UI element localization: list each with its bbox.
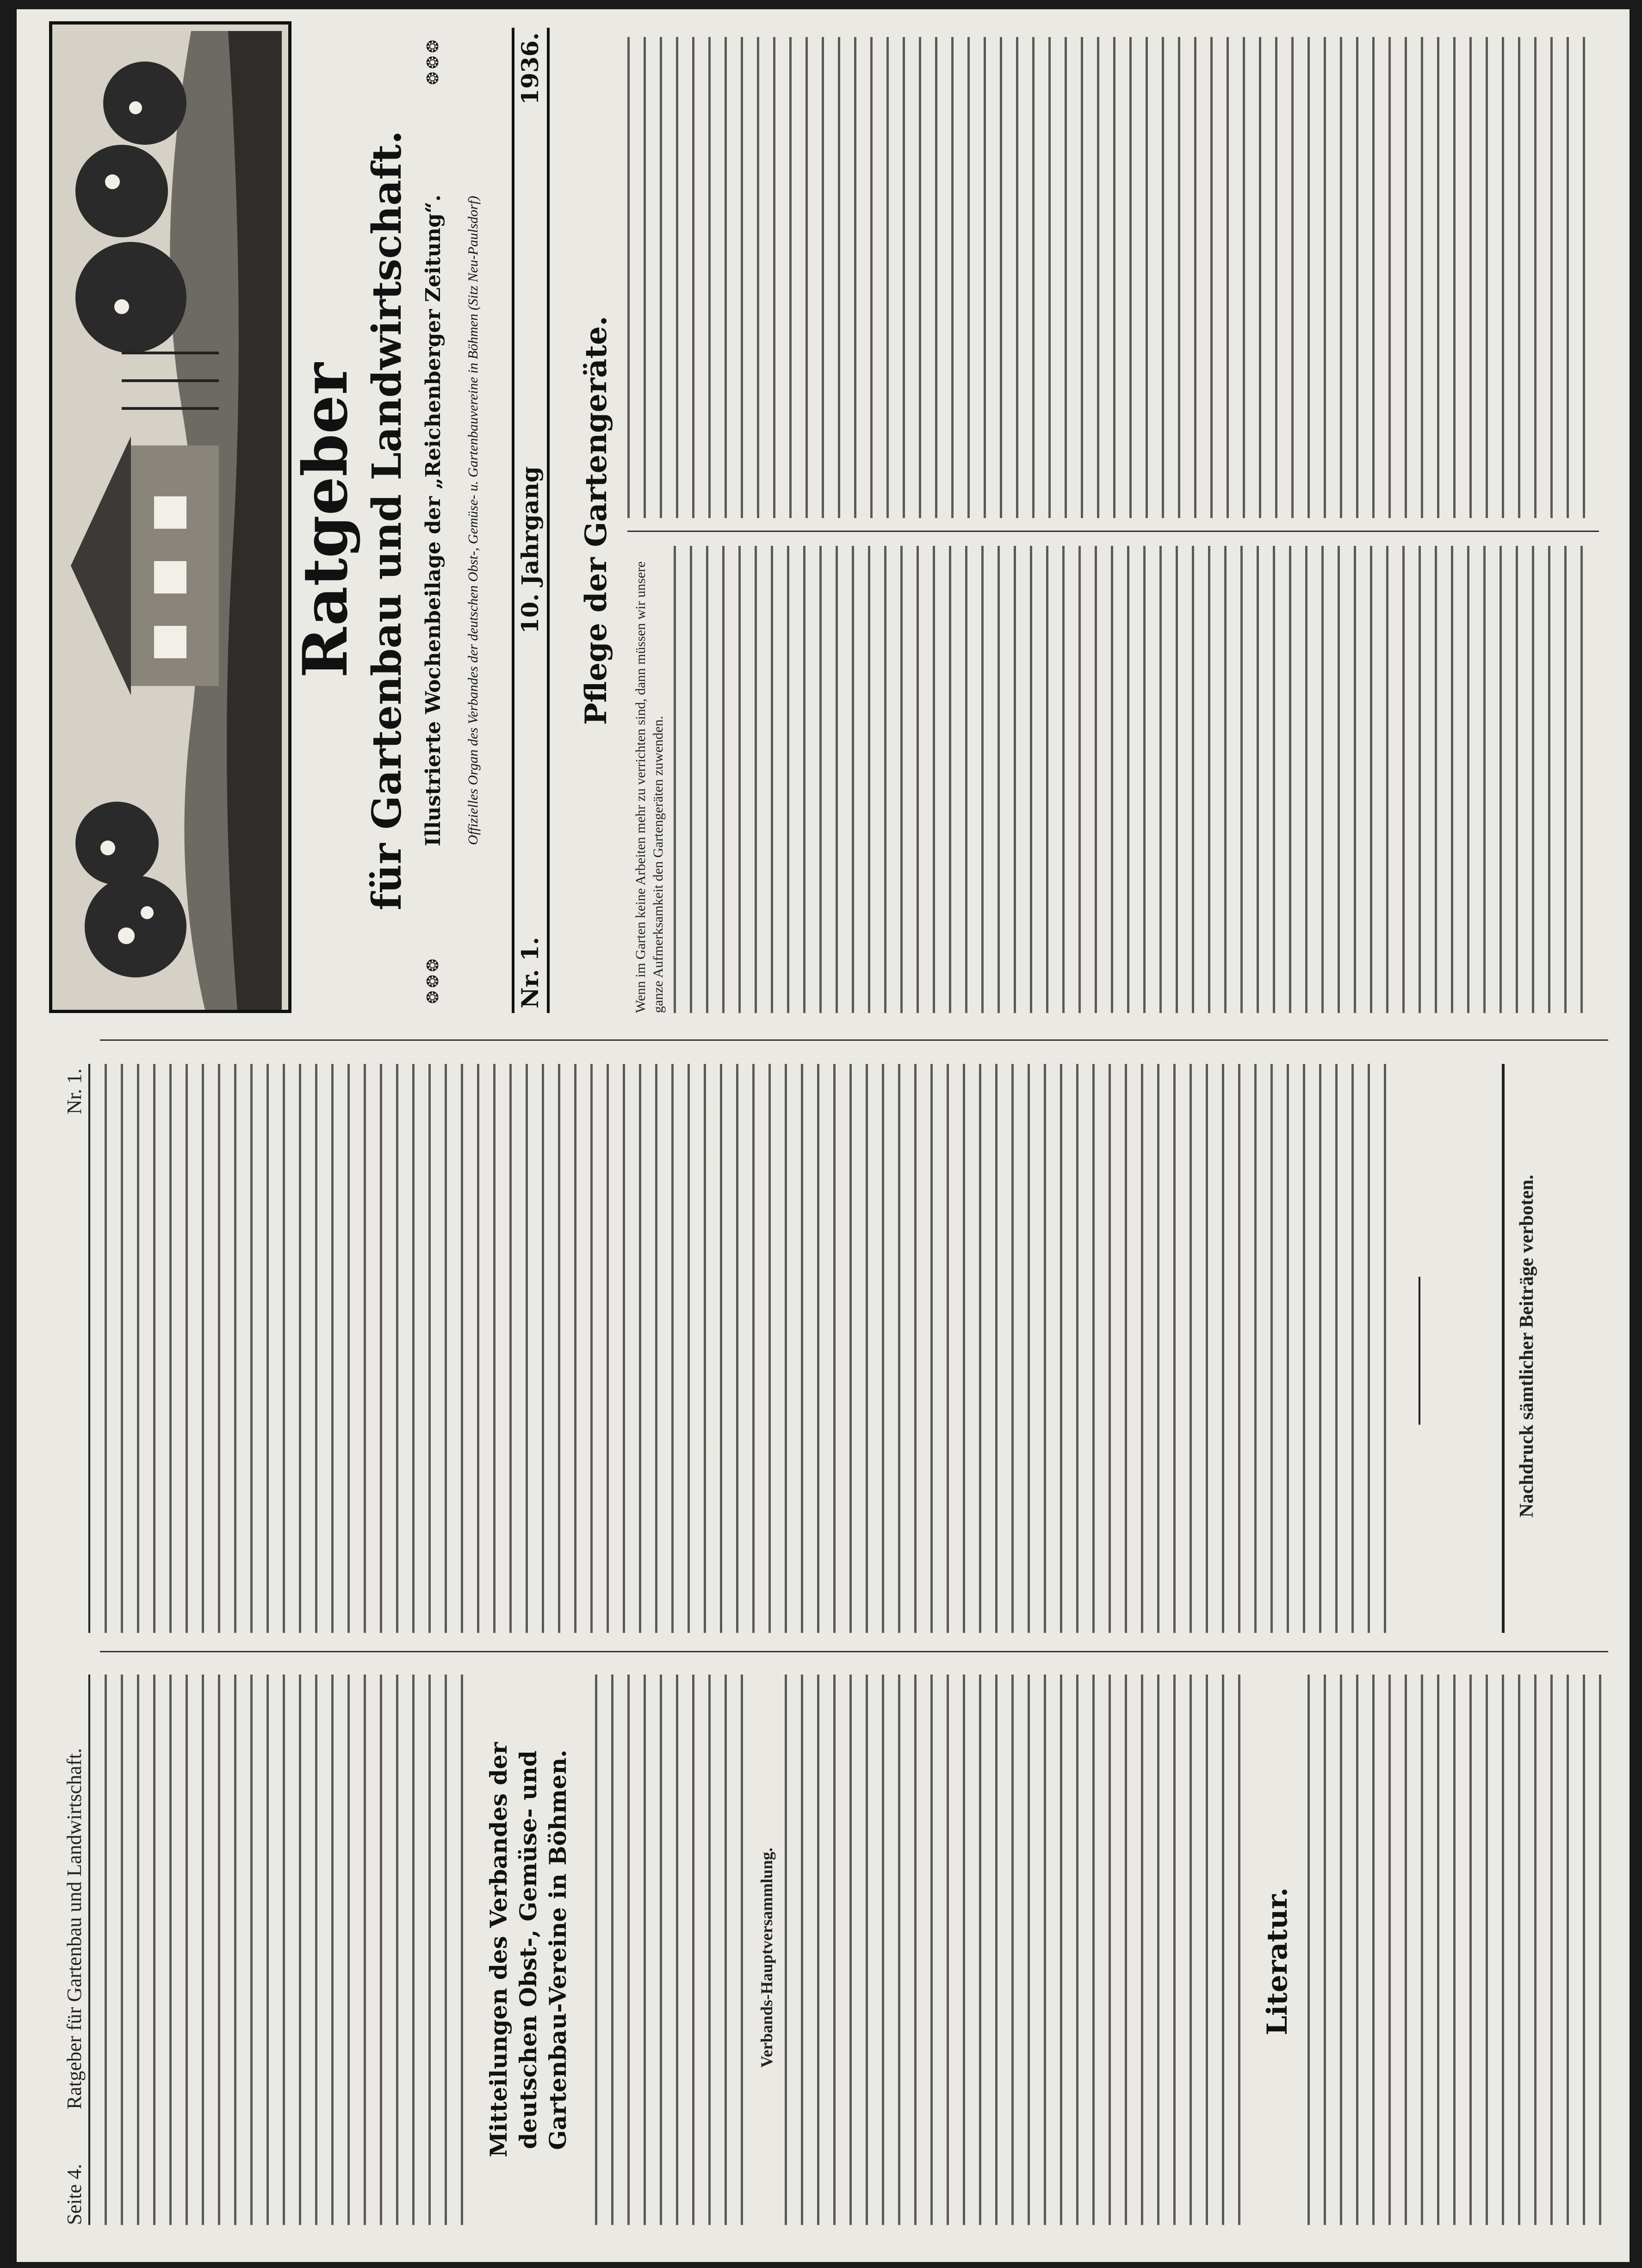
rotated-page-content — [17, 9, 1630, 2262]
text-block — [105, 1675, 470, 2225]
column-middle — [17, 1050, 1630, 1642]
running-head-title: Ratgeber für Gartenbau und Landwirtschaft. — [63, 1748, 86, 2109]
column-rule — [100, 1039, 1608, 1041]
footer-rule — [1502, 1064, 1505, 1633]
masthead — [49, 28, 553, 1013]
reprint-notice: Nachdruck sämtlicher Beiträge verboten. — [1516, 1174, 1537, 1518]
ornament-rosette-icon: ❂❂❂ — [424, 956, 442, 1004]
column-right — [17, 19, 1630, 1022]
masthead-tagline: Illustrierte Wochenbeilage der „Reichenberger Zeitung“. — [421, 194, 445, 847]
article-opening: Wenn im Garten keine Arbeiten mehr zu verrichten sind, dann müssen wir unsere ganze Aufmerksamkeit den Gartengeräten zuwenden. — [633, 561, 666, 1013]
text-block — [105, 1064, 1391, 1633]
issue-number-head: Nr. 1. — [63, 1069, 86, 1114]
verband-heading: Mitteilungen des Verbandes der deutschen Obst-, Gemüse- und Gartenbau-Vereine in Böhmen. — [485, 1742, 571, 2157]
issue-bar — [512, 28, 550, 1013]
text-block — [1307, 1675, 1604, 2225]
text-block — [674, 546, 1594, 1013]
column-rule — [100, 1651, 1608, 1652]
column-rule — [627, 531, 1599, 532]
masthead-title: Ratgeber — [290, 363, 361, 678]
text-block — [595, 1675, 748, 2225]
article-heading: Pflege der Gartengeräte. — [579, 315, 613, 725]
page-number: Seite 4. — [63, 2164, 86, 2225]
verband-subheading: Verbands-Hauptversammlung. — [757, 1848, 776, 2068]
column-left — [17, 1661, 1630, 2262]
text-block — [785, 1675, 1247, 2225]
garden-woodcut-icon — [49, 21, 291, 1013]
year: 1936. — [516, 32, 544, 105]
ornament-rosette-icon: ❂❂❂ — [424, 37, 442, 85]
literatur-heading: Literatur. — [1261, 1887, 1294, 2035]
newspaper-page — [17, 9, 1630, 2262]
running-head — [61, 1675, 90, 2225]
masthead-subtitle: für Gartenbau und Landwirtschaft. — [364, 130, 410, 910]
end-rule — [1419, 1277, 1420, 1425]
volume: 10. Jahrgang — [516, 466, 544, 634]
running-head — [61, 1064, 90, 1633]
masthead-organ: Offizielles Organ des Verbandes der deutschen Obst-, Gemüse- u. Gartenbauvereine in Böhmen (Sitz Neu-Paulsdorf) — [465, 196, 481, 845]
issue-number: Nr. 1. — [516, 937, 544, 1008]
text-block — [627, 37, 1594, 518]
